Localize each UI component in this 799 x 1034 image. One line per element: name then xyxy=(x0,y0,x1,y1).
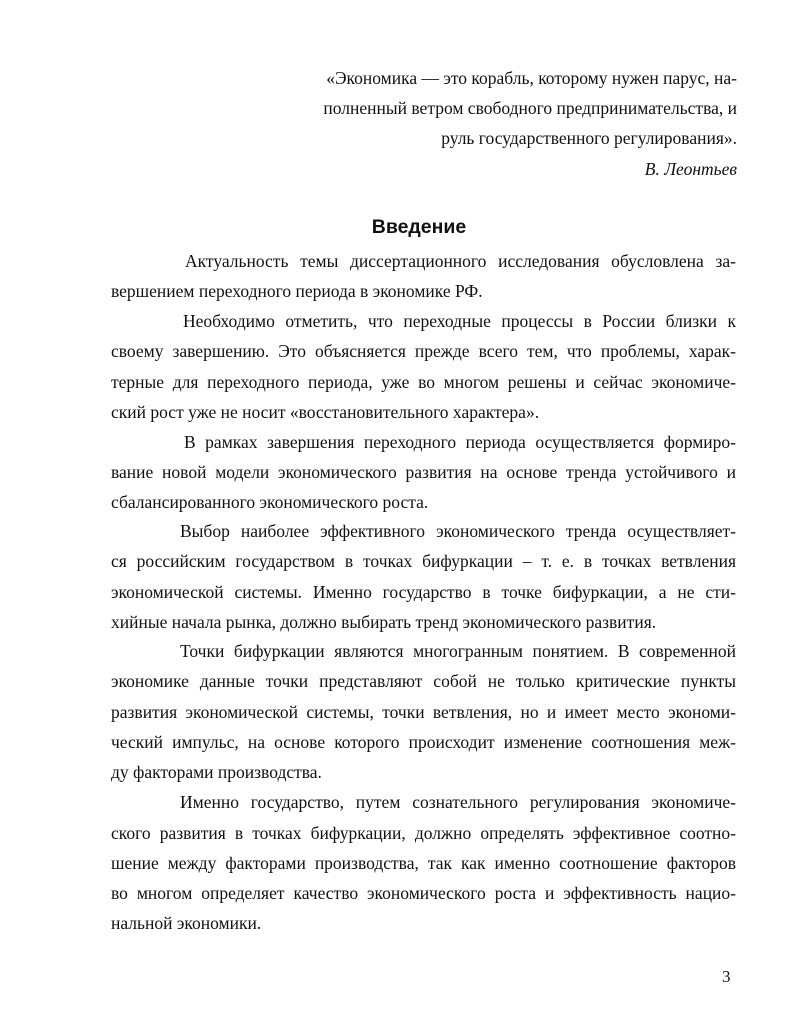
section-heading: Введение xyxy=(371,216,467,238)
paragraph-line: терные для переходного периода, уже во многом решены и сейчас экономиче- xyxy=(111,372,736,392)
paragraph-line: Именно государство, путем сознательного регулирования экономиче- xyxy=(180,792,736,812)
paragraph-line: Актуальность темы диссертационного исследования обусловлена за- xyxy=(185,251,736,271)
paragraph-line: хийные начала рынка, должно выбирать тренд экономического развития. xyxy=(111,612,657,632)
paragraph-line: В рамках завершения переходного периода осуществляется формиро- xyxy=(184,432,736,452)
paragraph-line: Необходимо отметить, что переходные процессы в России близки к xyxy=(183,311,736,331)
epigraph-line: руль государственного регулирования». xyxy=(441,128,737,148)
paragraph-line: ду факторами производства. xyxy=(111,762,322,782)
paragraph-line: экономической системы. Именно государство в точке бифуркации, а не сти- xyxy=(111,582,736,602)
epigraph-line: полненный ветром свободного предпринимательства, и xyxy=(323,98,737,118)
paragraph-line: вание новой модели экономического развития на основе тренда устойчивого и xyxy=(111,462,736,482)
paragraph-line: вершением переходного периода в экономике РФ. xyxy=(111,281,483,301)
paragraph-line: развития экономической системы, точки ветвления, но и имеет место экономи- xyxy=(111,702,736,722)
paragraph-line: своему завершению. Это объясняется прежде всего тем, что проблемы, харак- xyxy=(111,341,736,361)
paragraph-line: ский рост уже не носит «восстановительного характера». xyxy=(111,402,540,422)
paragraph-line: ского развития в точках бифуркации, должно определять эффективное соотно- xyxy=(111,823,736,843)
epigraph-line: «Экономика — это корабль, которому нужен парус, на- xyxy=(326,68,737,88)
paragraph-line: нальной экономики. xyxy=(111,913,262,933)
paragraph-line: во многом определяет качество экономического роста и эффективность нацио- xyxy=(111,883,736,903)
paragraph-line: ческий импульс, на основе которого происходит изменение соотношения меж- xyxy=(111,732,736,752)
paragraph-line: сбалансированного экономического роста. xyxy=(111,492,429,512)
paragraph-line: Точки бифуркации являются многогранным понятием. В современной xyxy=(180,641,736,661)
paragraph-line: шение между факторами производства, так как именно соотношение факторов xyxy=(111,853,736,873)
epigraph-author: В. Леонтьев xyxy=(644,159,737,179)
paragraph-line: ся российским государством в точках бифуркации – т. е. в точках ветвления xyxy=(111,551,736,571)
paragraph-line: экономике данные точки представляют собой не только критические пункты xyxy=(111,671,736,691)
page-number: 3 xyxy=(722,967,731,986)
paragraph-line: Выбор наиболее эффективного экономического тренда осуществляет- xyxy=(180,521,736,541)
